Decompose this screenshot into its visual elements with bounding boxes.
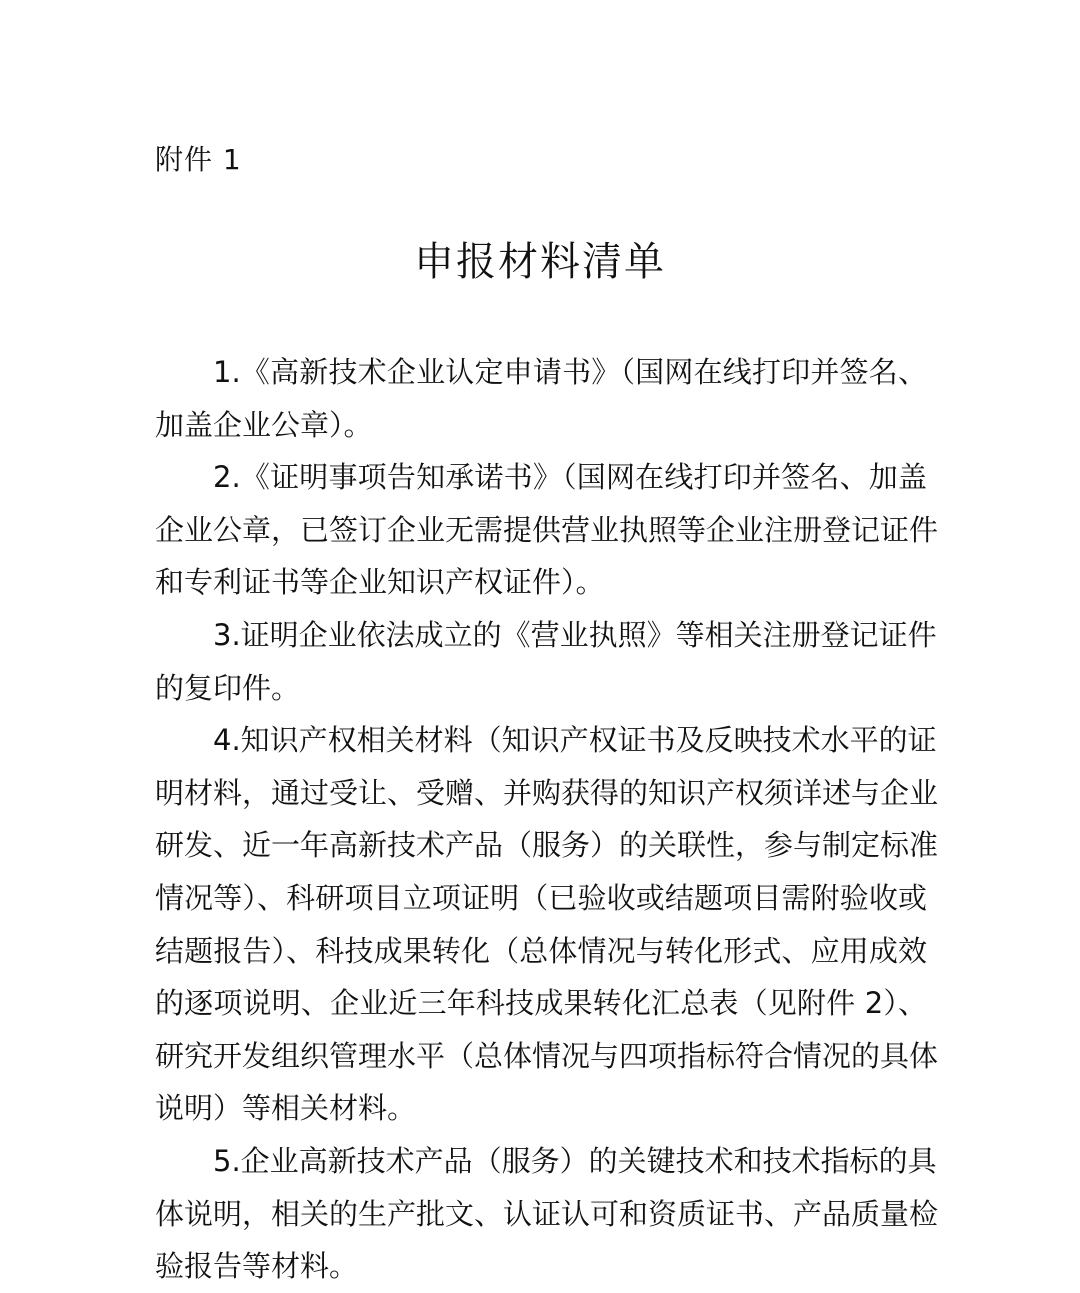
attachment-label: 附件 1 [155,143,242,176]
item-5-line-1: 5.企业高新技术产品（服务）的关键技术和技术指标的具 [213,1143,937,1178]
item-2-line-1: 2.《证明事项告知承诺书》（国网在线打印并签名、加盖 [213,460,927,495]
item-4-line-1: 4.知识产权相关材料（知识产权证书及反映技术水平的证 [213,723,937,758]
list-item-2 [155,451,939,609]
item-1-line-1: 1.《高新技术企业认定申请书》（国网在线打印并签名、 [213,355,927,389]
item-3-line-1: 3.证明企业依法成立的《营业执照》等相关注册登记证件 [213,617,937,652]
item-4-line-4: 情况等）、科研项目立项证明（已验收或结题项目需附验收或 [155,880,927,915]
list-item-3 [155,609,937,714]
item-4-line-3: 研发、近一年高新技术产品（服务）的关联性，参与制定标准 [155,828,939,863]
item-4-line-8: 说明）等相关材料。 [155,1091,417,1126]
list-item-5 [155,1135,939,1293]
item-3-line-2: 的复印件。 [155,670,301,705]
list-item-4 [155,714,939,1135]
item-4-line-5: 结题报告）、科技成果转化（总体情况与转化形式、应用成效 [155,933,927,968]
materials-list [155,346,939,1293]
document-title: 申报材料清单 [414,239,666,285]
item-4-line-7: 研究开发组织管理水平（总体情况与四项指标符合情况的具体 [155,1038,939,1073]
item-5-line-3: 验报告等材料。 [155,1249,359,1284]
list-item-1 [155,346,927,451]
item-2-line-2: 企业公章，已签订企业无需提供营业执照等企业注册登记证件 [155,512,939,547]
item-5-line-2: 体说明，相关的生产批文、认证认可和资质证书、产品质量检 [155,1196,939,1231]
item-2-line-3: 和专利证书等企业知识产权证件）。 [155,565,605,600]
item-4-line-2: 明材料，通过受让、受赠、并购获得的知识产权须详述与企业 [155,775,939,810]
item-1-line-2: 加盖企业公章）。 [155,407,373,442]
item-4-line-6: 的逐项说明、企业近三年科技成果转化汇总表（见附件 2）、 [155,986,927,1021]
